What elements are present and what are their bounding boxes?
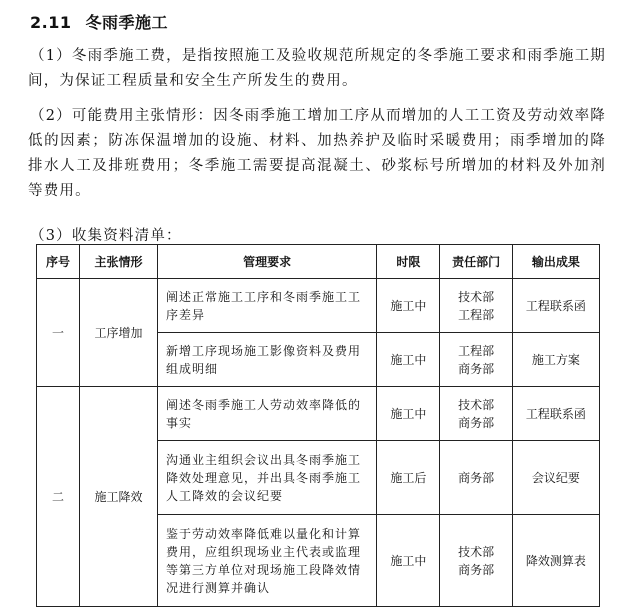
row-dept — [440, 441, 512, 515]
dept-name: 商务部 — [458, 470, 495, 485]
paragraph-claim-situations: （2）可能费用主张情形：因冬雨季施工增加工序从而增加的人工工资及劳动效率降低的因素；防冻保温增加的设施、材料、加热养护及临时采暖费用；雨季增加的降排水人工及排班费用；冬季施工需要提高混凝土、砂浆标号所增加的材料及外加剂等费用。 — [28, 108, 606, 199]
dept-name: 商务部 — [458, 415, 495, 430]
section-title: 冬雨季施工 — [85, 13, 168, 32]
row-requirement: 沟通业主组织会议出具冬雨季施工降效处理意见，并出具冬雨季施工人工降效的会议纪要 — [157, 441, 376, 515]
row-time: 施工中 — [377, 515, 440, 607]
header-no: 序号 — [37, 245, 80, 279]
dept-name: 商务部 — [458, 562, 495, 577]
group-no: 一 — [37, 279, 80, 387]
row-output: 工程联系函 — [512, 387, 599, 441]
table-header-row — [37, 245, 600, 279]
dept-name: 技术部 — [458, 289, 495, 304]
group-claim: 工序增加 — [80, 279, 158, 387]
header-claim: 主张情形 — [80, 245, 158, 279]
table-row — [37, 387, 600, 441]
section-number: 2.11 — [30, 13, 72, 32]
header-time: 时限 — [377, 245, 440, 279]
dept-name: 技术部 — [458, 397, 495, 412]
row-requirement: 新增工序现场施工影像资料及费用组成明细 — [157, 333, 376, 387]
dept-name: 商务部 — [458, 361, 495, 376]
header-output: 输出成果 — [512, 245, 599, 279]
paragraph-definition: （1）冬雨季施工费，是指按照施工及验收规范所规定的冬季施工要求和雨季施工期间，为保证工程质量和安全生产所发生的费用。 — [28, 48, 606, 89]
row-output: 会议纪要 — [512, 441, 599, 515]
header-dept: 责任部门 — [440, 245, 512, 279]
row-dept — [440, 333, 512, 387]
dept-name: 工程部 — [458, 307, 495, 322]
row-time: 施工中 — [377, 333, 440, 387]
row-requirement: 阐述冬雨季施工人劳动效率降低的事实 — [157, 387, 376, 441]
paragraph-checklist-intro: （3）收集资料清单： — [30, 228, 182, 244]
dept-name: 技术部 — [458, 544, 495, 559]
group-claim: 施工降效 — [80, 387, 158, 607]
row-dept — [440, 279, 512, 333]
section-heading — [30, 10, 168, 33]
row-output: 施工方案 — [512, 333, 599, 387]
row-dept — [440, 515, 512, 607]
row-time: 施工中 — [377, 387, 440, 441]
table-row — [37, 279, 600, 333]
row-time: 施工后 — [377, 441, 440, 515]
row-output: 降效测算表 — [512, 515, 599, 607]
dept-name: 工程部 — [458, 343, 495, 358]
row-time: 施工中 — [377, 279, 440, 333]
header-requirement: 管理要求 — [157, 245, 376, 279]
materials-table — [36, 244, 600, 607]
row-dept — [440, 387, 512, 441]
row-output: 工程联系函 — [512, 279, 599, 333]
row-requirement: 鉴于劳动效率降低难以量化和计算费用，应组织现场业主代表或监理等第三方单位对现场施工段降效情况进行测算并确认 — [157, 515, 376, 607]
group-no: 二 — [37, 387, 80, 607]
row-requirement: 阐述正常施工工序和冬雨季施工工序差异 — [157, 279, 376, 333]
